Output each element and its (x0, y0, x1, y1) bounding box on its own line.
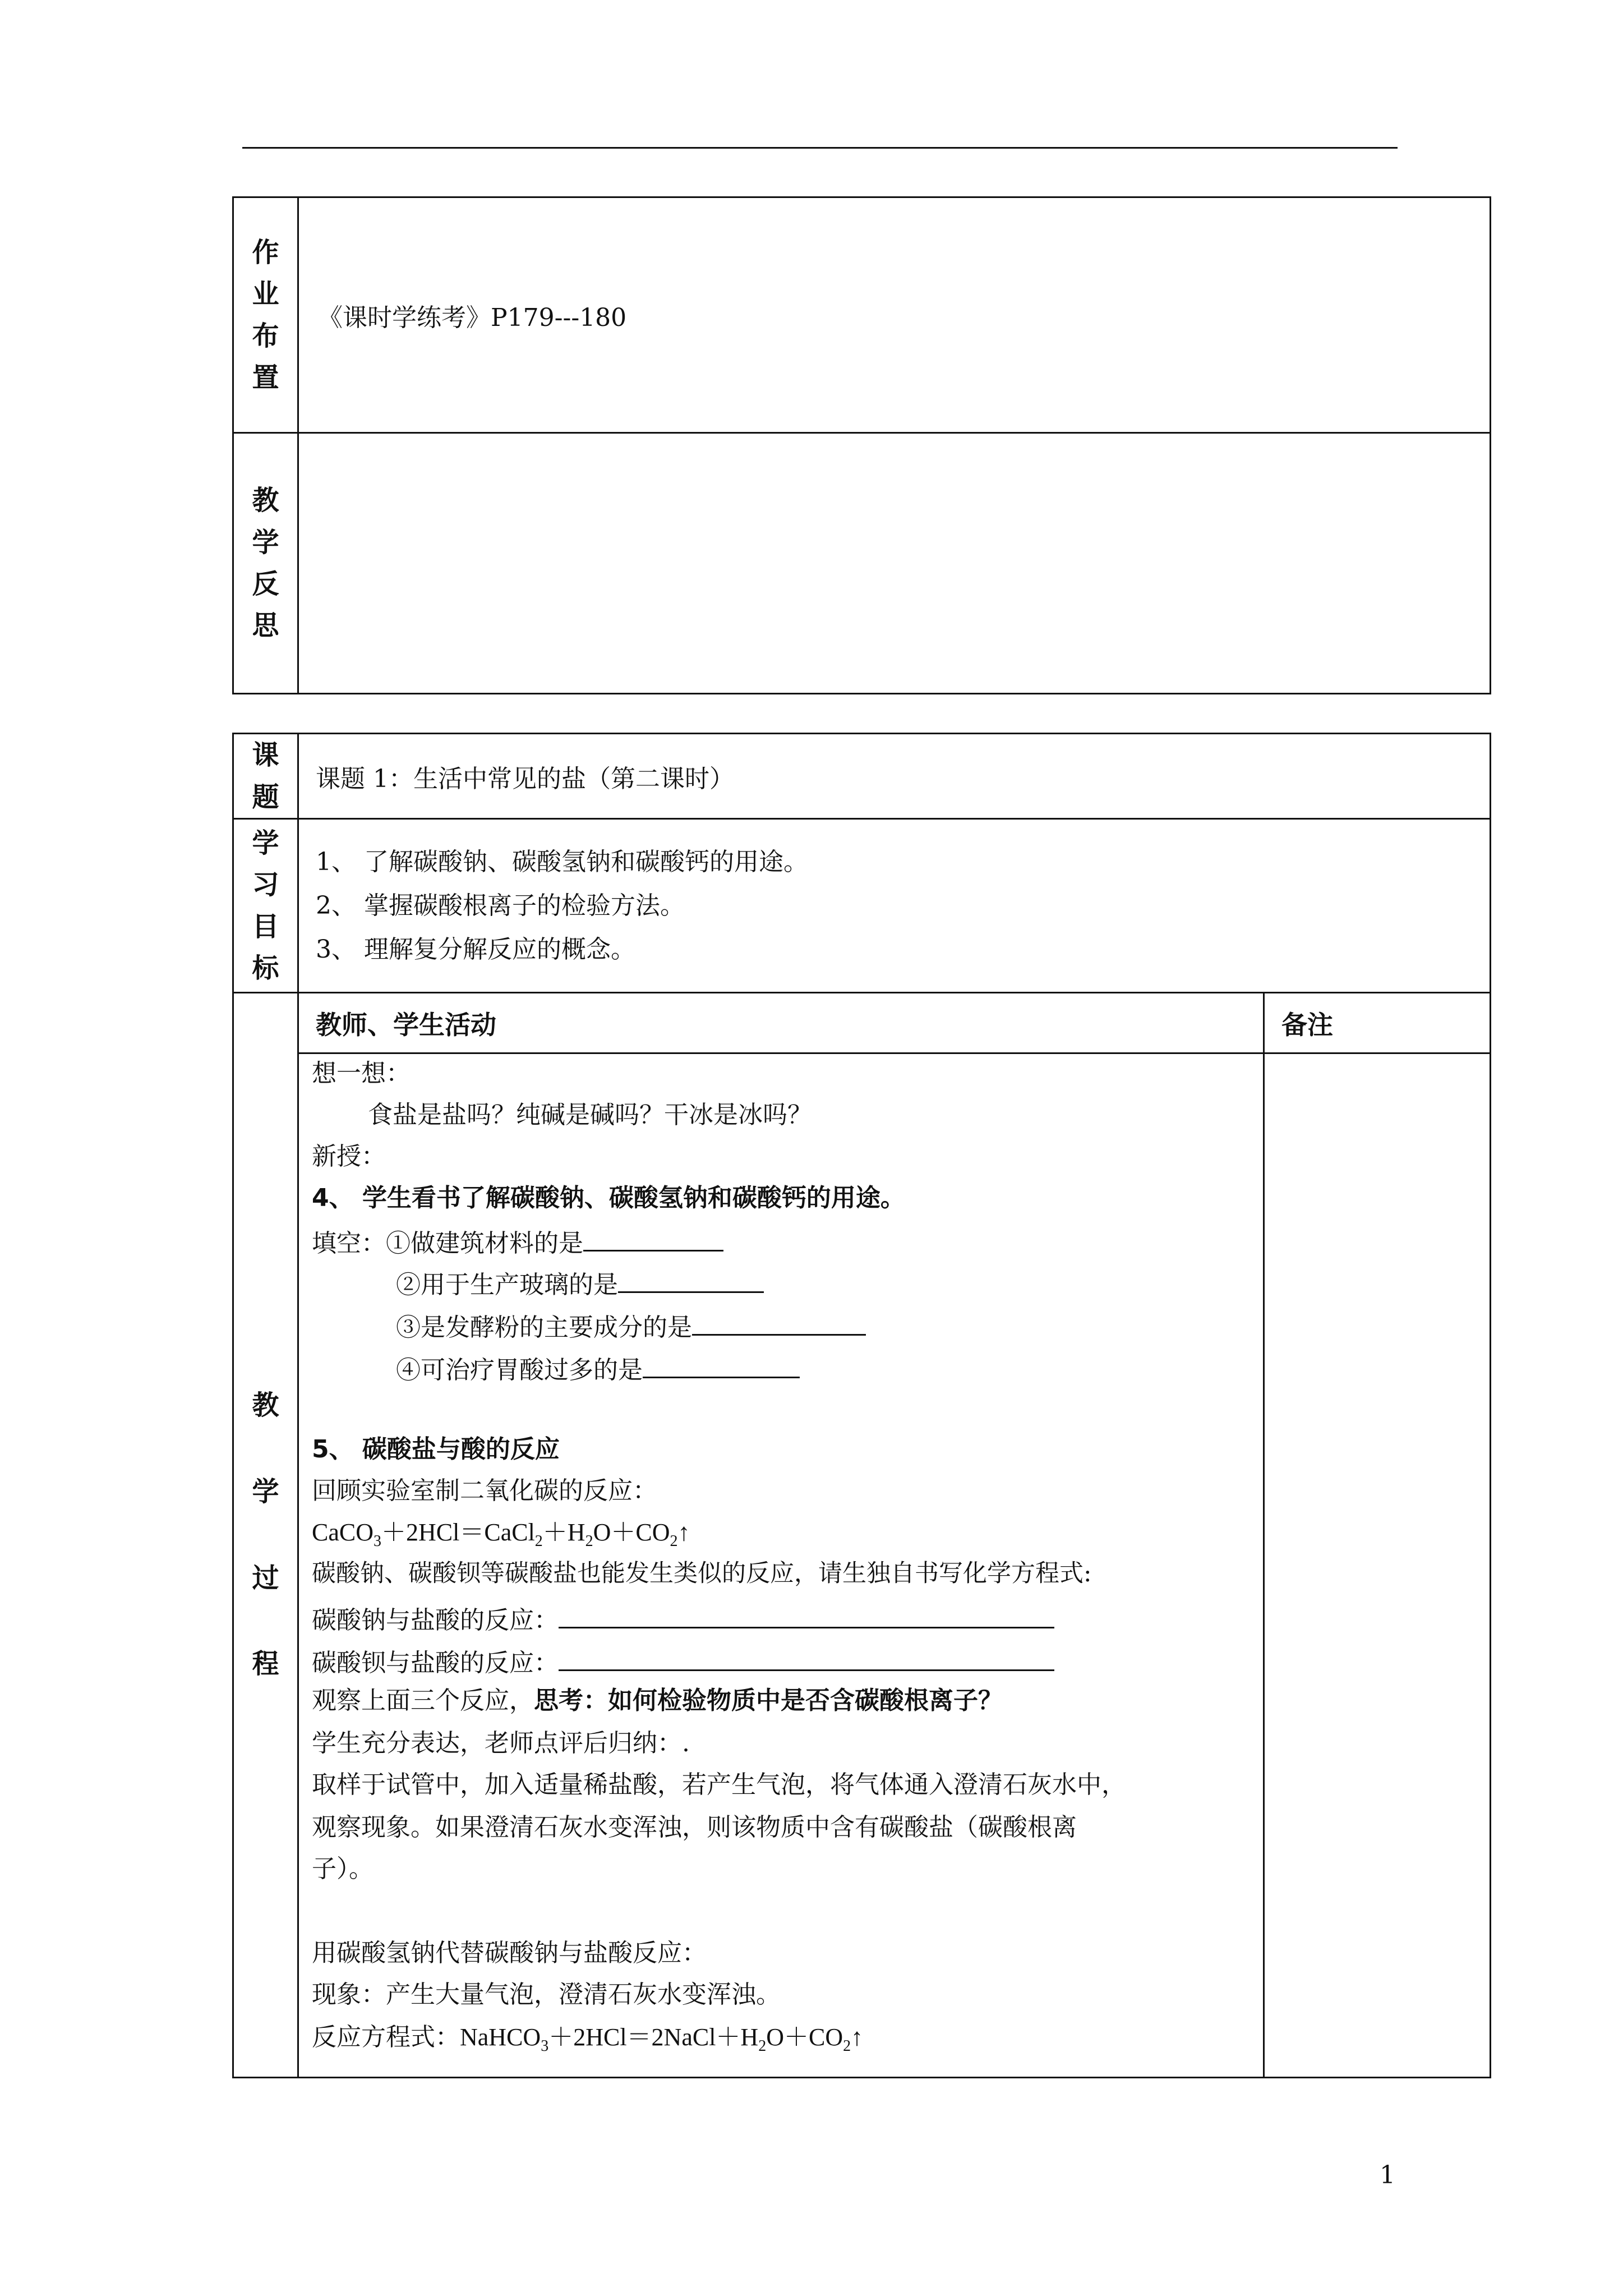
method-line-2: 观察现象。如果澄清石灰水变浑浊，则该物质中含有碳酸盐（碳酸根离 (312, 1813, 1077, 1842)
answer-blank[interactable] (692, 1312, 866, 1336)
assignment-table (232, 196, 1491, 694)
similar-reaction-text: 碳酸钠、碳酸钡等碳酸盐也能发生类似的反应，请生独自书写化学方程式: (312, 1559, 1092, 1588)
phenomenon-text: 现象：产生大量气泡，澄清石灰水变浑浊。 (312, 1980, 781, 2009)
section4-title: 4、 学生看书了解碳酸钠、碳酸氢钠和碳酸钙的用途。 (312, 1184, 905, 1212)
fill-item-4: ④可治疗胃酸过多的是 (396, 1354, 800, 1383)
nahco3-intro: 用碳酸氢钠代替碳酸钠与盐酸反应： (312, 1939, 707, 1967)
fill-item-2: ②用于生产玻璃的是 (396, 1269, 764, 1297)
baco3-reaction: 碳酸钡与盐酸的反应： (312, 1647, 1054, 1676)
answer-blank[interactable] (559, 1647, 1054, 1671)
section5-title: 5、 碳酸盐与酸的反应 (312, 1435, 560, 1464)
lesson-table (232, 733, 1491, 2078)
goal-item: 1、 了解碳酸钠、碳酸氢钠和碳酸钙的用途。 (316, 847, 808, 876)
think-question: 食盐是盐吗？纯碱是碱吗？干冰是冰吗？ (368, 1101, 812, 1129)
student-summary: 学生充分表达，老师点评后归纳：. (312, 1729, 690, 1757)
method-line-3: 子）。 (312, 1855, 374, 1883)
topic-label: 课 题 (233, 734, 298, 819)
reflection-content (298, 433, 1491, 694)
assignment-text: 《课时学练考》P179---180 (298, 197, 1491, 433)
answer-blank[interactable] (643, 1354, 800, 1378)
topic-text: 课题 1：生活中常见的盐（第二课时） (298, 734, 1491, 819)
equation-nahco3: 反应方程式：$NaHCO_3+2HCl=2NaCl+H_2O+CO_2↑$ (312, 2023, 864, 2055)
activity-header: 教师、学生活动 (298, 993, 1264, 1053)
goal-item: 2、 掌握碳酸根离子的检验方法。 (316, 891, 685, 920)
fill-item-1: 填空：①做建筑材料的是 (312, 1227, 723, 1256)
think-title: 想一想： (312, 1059, 411, 1088)
method-line-1: 取样于试管中，加入适量稀盐酸，若产生气泡，将气体通入澄清石灰水中， (312, 1770, 1126, 1799)
answer-blank[interactable] (583, 1227, 723, 1251)
notes-content (1264, 1053, 1491, 2078)
reflection-label: 教 学 反 思 (233, 433, 298, 694)
fill-item-3: ③是发酵粉的主要成分的是 (396, 1312, 866, 1340)
goals-list (298, 819, 1491, 993)
goals-label: 学 习 目 标 (233, 819, 298, 993)
equation-caco3: $CaCO_3+2HCl=CaCl_2+H_2O+CO_2↑$ (312, 1519, 690, 1550)
header-rule (242, 147, 1398, 149)
goal-item: 3、 理解复分解反应的概念。 (316, 935, 635, 964)
na2co3-reaction: 碳酸钠与盐酸的反应： (312, 1604, 1054, 1633)
page-number: 1 (1380, 2161, 1395, 2189)
new-lesson-label: 新授： (312, 1142, 386, 1171)
review-text: 回顾实验室制二氧化碳的反应： (312, 1476, 657, 1505)
process-label: 教 学 过 程 (233, 993, 298, 2078)
answer-blank[interactable] (618, 1269, 764, 1293)
observe-question: 观察上面三个反应，思考：如何检验物质中是否含碳酸根离子？ (312, 1686, 1003, 1715)
assignment-label: 作 业 布 置 (233, 197, 298, 433)
answer-blank[interactable] (559, 1604, 1054, 1628)
notes-header: 备注 (1264, 993, 1491, 1053)
